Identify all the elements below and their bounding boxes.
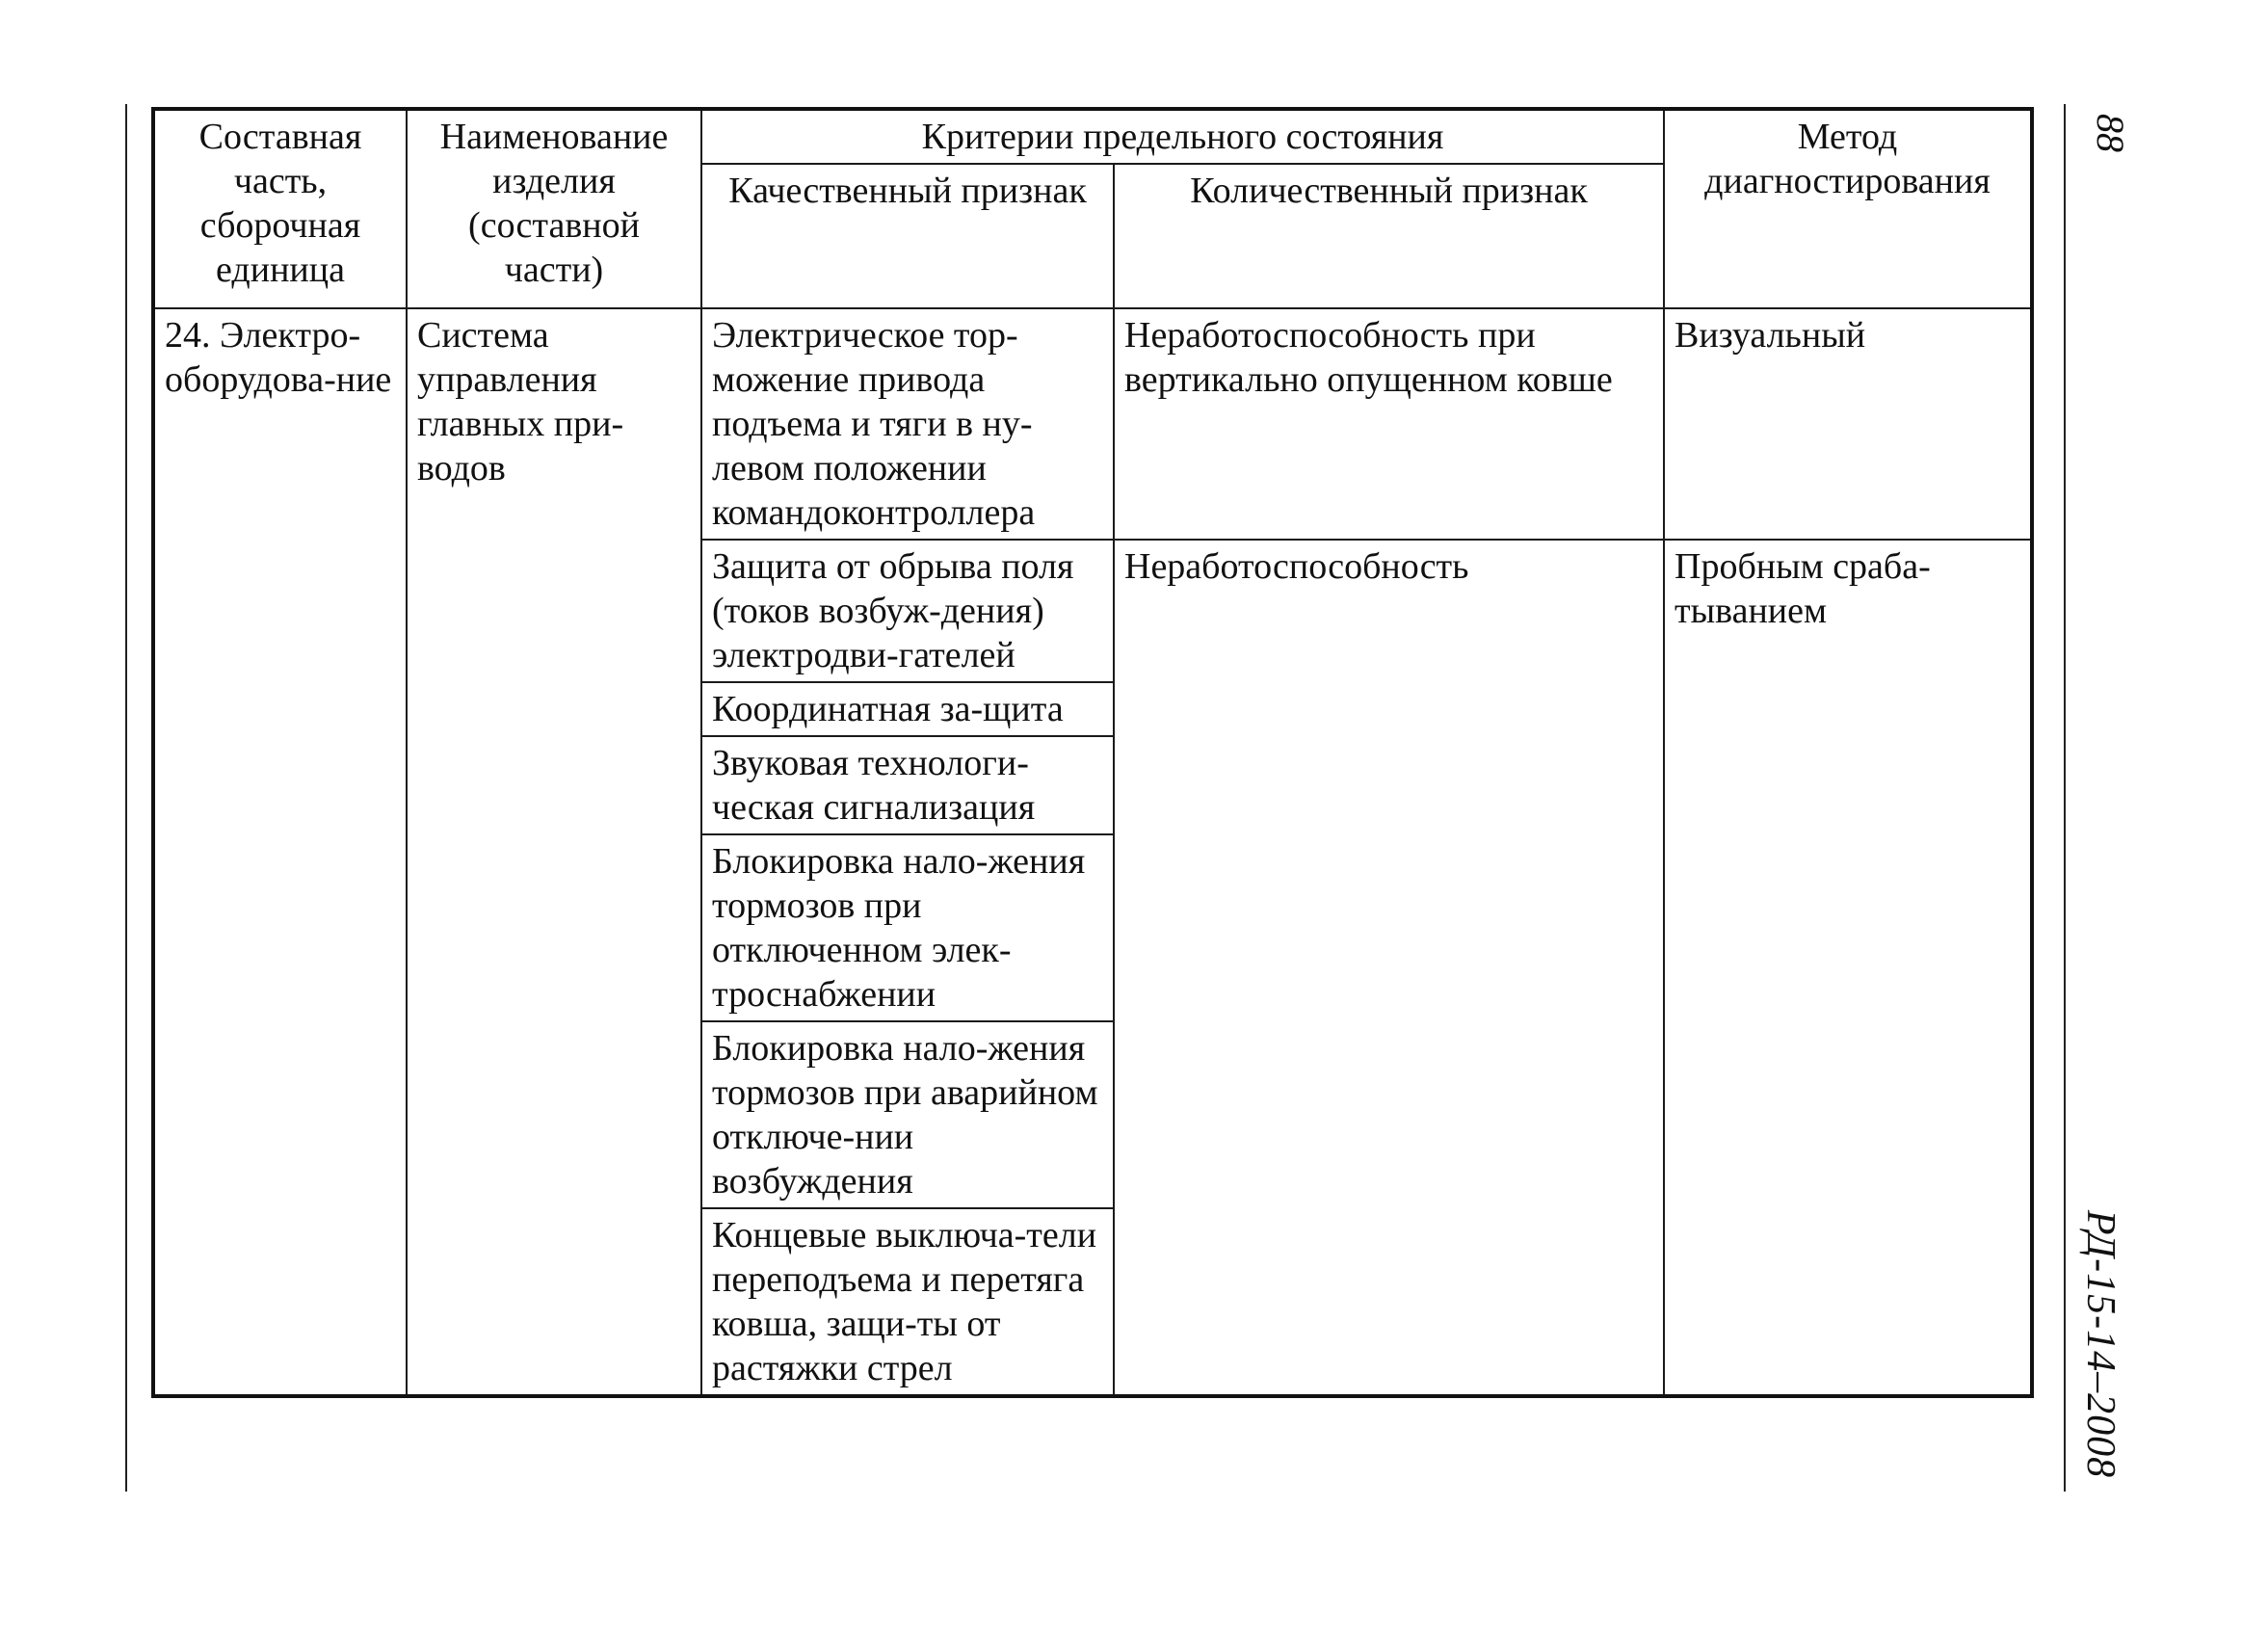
section-component-cell: 24. Электро-оборудова-ние: [153, 308, 407, 1396]
qualitative-cell: Блокировка нало-жения тормозов при аварийном отключе-нии возбуждения: [701, 1021, 1114, 1208]
left-margin-line: [125, 104, 127, 1492]
table-header-row: [153, 109, 2032, 164]
qualitative-cell: Защита от обрыва поля (токов возбуж-дения) электродви-гателей: [701, 540, 1114, 682]
document-code: РД-15-14–2008: [2078, 1209, 2123, 1479]
qualitative-cell: Концевые выключа-тели переподъема и перетяга ковша, защи-ты от растяжки стрел: [701, 1208, 1114, 1396]
criteria-table: [151, 107, 2034, 1398]
header-component: Составная часть, сборочная единица: [153, 109, 407, 308]
header-method: Метод диагностирования: [1664, 109, 2032, 308]
header-product-name: Наименование изделия (составной части): [407, 109, 701, 308]
right-margin-line: [2064, 104, 2066, 1492]
method-cell: Пробным сраба-тыванием: [1664, 540, 2032, 1396]
page-number: 88: [2089, 114, 2132, 152]
quantitative-cell: Неработоспособность при вертикально опущенном ковше: [1114, 308, 1664, 540]
qualitative-cell: Электрическое тор-можение привода подъема и тяги в ну-левом положении командоконтроллера: [701, 308, 1114, 540]
section-product-name-cell: Система управления главных при-водов: [407, 308, 701, 1396]
header-quantitative: Количественный признак: [1114, 164, 1664, 308]
quantitative-cell: Неработоспособность: [1114, 540, 1664, 1396]
table-row: [153, 308, 2032, 540]
qualitative-cell: Блокировка нало-жения тормозов при отключенном элек-троснабжении: [701, 834, 1114, 1021]
method-cell: Визуальный: [1664, 308, 2032, 540]
header-criteria-group: Критерии предельного состояния: [701, 109, 1664, 164]
qualitative-cell: Координатная за-щита: [701, 682, 1114, 736]
qualitative-cell: Звуковая технологи-ческая сигнализация: [701, 736, 1114, 834]
header-qualitative: Качественный признак: [701, 164, 1114, 308]
